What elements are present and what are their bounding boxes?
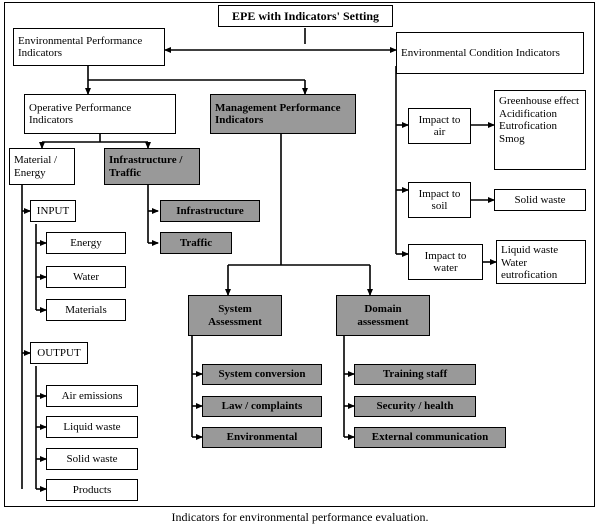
node-greenhouse-effects[interactable]: Greenhouse effect Acidification Eutrofication Smog	[494, 90, 586, 170]
node-system-conversion[interactable]: System conversion	[202, 364, 322, 385]
node-environmental-condition-indicators[interactable]: Environmental Condition Indicators	[396, 32, 584, 74]
node-liquid-waste-right[interactable]: Liquid waste Water eutrofication	[496, 240, 586, 284]
node-security-health[interactable]: Security / health	[354, 396, 476, 417]
node-air-emissions[interactable]: Air emissions	[46, 385, 138, 407]
node-management-performance-indicators[interactable]: Management Performance Indicators	[210, 94, 356, 134]
node-domain-assessment[interactable]: Domain assessment	[336, 295, 430, 336]
node-training-staff[interactable]: Training staff	[354, 364, 476, 385]
node-solid-waste[interactable]: Solid waste	[46, 448, 138, 470]
node-epe-title[interactable]: EPE with Indicators' Setting	[218, 5, 393, 27]
node-impact-to-soil[interactable]: Impact to soil	[408, 182, 471, 218]
node-infrastructure-traffic[interactable]: Infrastructure / Traffic	[104, 148, 200, 185]
node-traffic[interactable]: Traffic	[160, 232, 232, 254]
node-material-energy[interactable]: Material / Energy	[9, 148, 75, 185]
node-materials[interactable]: Materials	[46, 299, 126, 321]
node-law-complaints[interactable]: Law / complaints	[202, 396, 322, 417]
node-system-assessment[interactable]: System Assessment	[188, 295, 282, 336]
node-energy[interactable]: Energy	[46, 232, 126, 254]
node-input[interactable]: INPUT	[30, 200, 76, 222]
node-external-communication[interactable]: External communication	[354, 427, 506, 448]
node-impact-to-water[interactable]: Impact to water	[408, 244, 483, 280]
node-environmental-performance-indicators[interactable]: Environmental Performance Indicators	[13, 28, 165, 66]
node-environmental[interactable]: Environmental	[202, 427, 322, 448]
node-solid-waste-right[interactable]: Solid waste	[494, 189, 586, 211]
node-water[interactable]: Water	[46, 266, 126, 288]
node-output[interactable]: OUTPUT	[30, 342, 88, 364]
figure-caption: Indicators for environmental performance evaluation.	[171, 510, 429, 524]
node-operative-performance-indicators[interactable]: Operative Performance Indicators	[24, 94, 176, 134]
node-impact-to-air[interactable]: Impact to air	[408, 108, 471, 144]
node-liquid-waste[interactable]: Liquid waste	[46, 416, 138, 438]
node-products[interactable]: Products	[46, 479, 138, 501]
node-infrastructure[interactable]: Infrastructure	[160, 200, 260, 222]
